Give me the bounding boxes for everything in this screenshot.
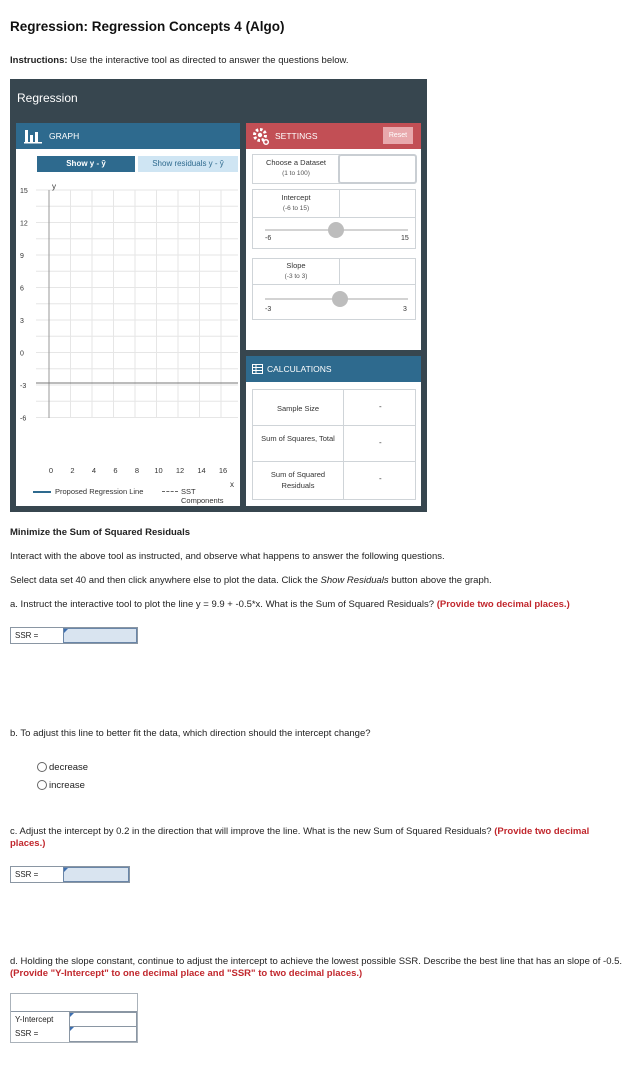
question-a: a. Instruct the interactive tool to plot the line y = 9.9 + -0.5*x. What is the Sum of Squared Residuals? (Provide two decimal places.) bbox=[10, 599, 570, 610]
graph-header-label: GRAPH bbox=[49, 131, 80, 141]
instructions bbox=[10, 55, 348, 66]
x-tick-label: 10 bbox=[154, 466, 163, 475]
questions-heading: Minimize the Sum of Squared Residuals bbox=[10, 527, 191, 538]
intercept-input-d[interactable] bbox=[69, 1012, 137, 1027]
slope-slider-box bbox=[252, 284, 416, 320]
x-tick-label: 4 bbox=[91, 466, 97, 475]
slope-row bbox=[252, 258, 416, 286]
y-tick-label: 9 bbox=[20, 253, 24, 260]
app-header bbox=[10, 79, 427, 114]
x-tick-label: 12 bbox=[175, 466, 185, 475]
calc-label: Sum of Squared Residuals bbox=[270, 470, 326, 490]
legend-regression-label: Proposed Regression Line bbox=[55, 487, 144, 496]
y-tick-label: -3 bbox=[20, 383, 27, 390]
intercept-label: Intercept bbox=[281, 193, 311, 202]
intercept-slider-knob[interactable] bbox=[328, 222, 344, 238]
intercept-slider-box bbox=[252, 217, 416, 249]
y-axis-label: y bbox=[52, 182, 56, 191]
answer-c-box bbox=[10, 866, 130, 883]
slope-range: (-3 to 3) bbox=[284, 273, 308, 280]
calc-value: - bbox=[379, 438, 382, 447]
radio-increase[interactable] bbox=[37, 780, 47, 790]
x-tick-label: 0 bbox=[48, 466, 54, 475]
settings-header-label: SETTINGS bbox=[275, 131, 318, 141]
x-tick-label: 8 bbox=[134, 466, 140, 475]
x-tick-label: 2 bbox=[70, 466, 75, 475]
question-b: b. To adjust this line to better fit the data, which direction should the intercept change? bbox=[10, 728, 371, 739]
calculations-header-label: CALCULATIONS bbox=[267, 364, 332, 374]
y-tick-label: 15 bbox=[20, 188, 28, 195]
legend-regression-swatch bbox=[33, 491, 51, 493]
calculations-panel bbox=[246, 356, 421, 506]
intercept-min: -6 bbox=[265, 235, 272, 242]
dataset-label: Choose a Dataset bbox=[265, 158, 327, 167]
x-tick-label: 14 bbox=[197, 466, 206, 475]
question-c: c. Adjust the intercept by 0.2 in the direction that will improve the line. What is the new Sum of Squared Residuals? (Provide two decimal places.) bbox=[10, 826, 590, 849]
intercept-range: (-6 to 15) bbox=[282, 205, 310, 212]
dataset-label-box bbox=[252, 154, 340, 184]
settings-panel bbox=[246, 123, 421, 350]
slope-min: -3 bbox=[265, 306, 272, 313]
x-tick-labels bbox=[49, 466, 227, 475]
graph-grid bbox=[36, 190, 240, 418]
graph-panel bbox=[16, 123, 240, 506]
y-tick-label: 0 bbox=[20, 350, 24, 358]
answer-d-intercept-label: Y-Intercept bbox=[15, 1015, 54, 1024]
intercept-input[interactable] bbox=[340, 190, 415, 218]
slope-label: Slope bbox=[286, 261, 306, 270]
calc-value: - bbox=[379, 474, 382, 483]
dataset-range: (1 to 100) bbox=[282, 170, 310, 177]
ssr-input-a[interactable] bbox=[63, 628, 137, 643]
calc-row-ssr bbox=[252, 461, 416, 500]
instructions-label: Instructions: bbox=[10, 55, 68, 66]
dataset-input[interactable] bbox=[338, 154, 417, 184]
answer-a-box bbox=[10, 627, 138, 644]
table-icon bbox=[252, 364, 263, 374]
calc-row-sst bbox=[252, 425, 416, 463]
question-d: d. Holding the slope constant, continue to adjust the intercept to achieve the lowest possible SSR. Describe the best line that has an slope of -0.5. (Provide "Y-Intercept" to one decimal place and "SSR" to two decimal places.) bbox=[10, 956, 623, 979]
slope-slider-knob[interactable] bbox=[332, 291, 348, 307]
ssr-input-d[interactable] bbox=[69, 1026, 137, 1042]
calc-label: Sum of Squares, Total bbox=[261, 434, 335, 443]
bar-chart-icon bbox=[24, 128, 44, 144]
x-tick-label: 6 bbox=[113, 466, 118, 475]
x-axis-label: x bbox=[230, 480, 234, 489]
app-title: Regression bbox=[17, 91, 78, 105]
radio-decrease-label[interactable]: decrease bbox=[49, 762, 89, 773]
settings-header bbox=[246, 123, 421, 149]
ssr-input-c[interactable] bbox=[63, 867, 129, 882]
legend-sst-label: SST Components bbox=[181, 487, 224, 505]
answer-c-label: SSR = bbox=[15, 870, 39, 879]
y-tick-label: 12 bbox=[20, 220, 28, 228]
show-y-button[interactable]: Show y - ȳ bbox=[37, 156, 135, 172]
regression-tool bbox=[10, 79, 427, 512]
y-tick-label: 6 bbox=[20, 285, 24, 293]
questions-intro-1: Interact with the above tool as instructed, and observe what happens to answer the following questions. bbox=[10, 551, 445, 562]
y-tick-label: 3 bbox=[20, 318, 24, 325]
calculations-header bbox=[246, 356, 421, 382]
intercept-row bbox=[252, 189, 416, 219]
slope-max: 3 bbox=[403, 306, 407, 313]
answer-d-box bbox=[10, 993, 138, 1043]
radio-increase-label[interactable]: increase bbox=[49, 780, 85, 791]
y-tick-labels bbox=[20, 188, 28, 423]
page-title: Regression: Regression Concepts 4 (Algo) bbox=[10, 19, 285, 34]
calc-row-sample-size bbox=[252, 389, 416, 427]
regression-graph[interactable] bbox=[16, 175, 240, 506]
slope-input[interactable] bbox=[340, 259, 415, 285]
graph-header bbox=[16, 123, 240, 149]
instructions-text: Use the interactive tool as directed to answer the questions below. bbox=[70, 55, 349, 66]
reset-button[interactable]: Reset bbox=[383, 127, 413, 144]
show-residuals-button[interactable]: Show residuals y - ŷ bbox=[138, 156, 238, 172]
calc-label: Sample Size bbox=[276, 404, 320, 413]
intercept-max: 15 bbox=[401, 235, 409, 242]
gear-icon bbox=[251, 126, 271, 146]
legend-sst-swatch bbox=[162, 491, 178, 492]
radio-decrease[interactable] bbox=[37, 762, 47, 772]
questions-intro-2: Select data set 40 and then click anywhere else to plot the data. Click the Show Residuals button above the graph. bbox=[10, 575, 492, 586]
x-tick-label: 16 bbox=[218, 466, 228, 475]
answer-d-ssr-label: SSR = bbox=[15, 1029, 39, 1038]
answer-a-label: SSR = bbox=[15, 631, 39, 640]
y-tick-label: -6 bbox=[20, 415, 27, 423]
calc-value: - bbox=[379, 402, 382, 411]
